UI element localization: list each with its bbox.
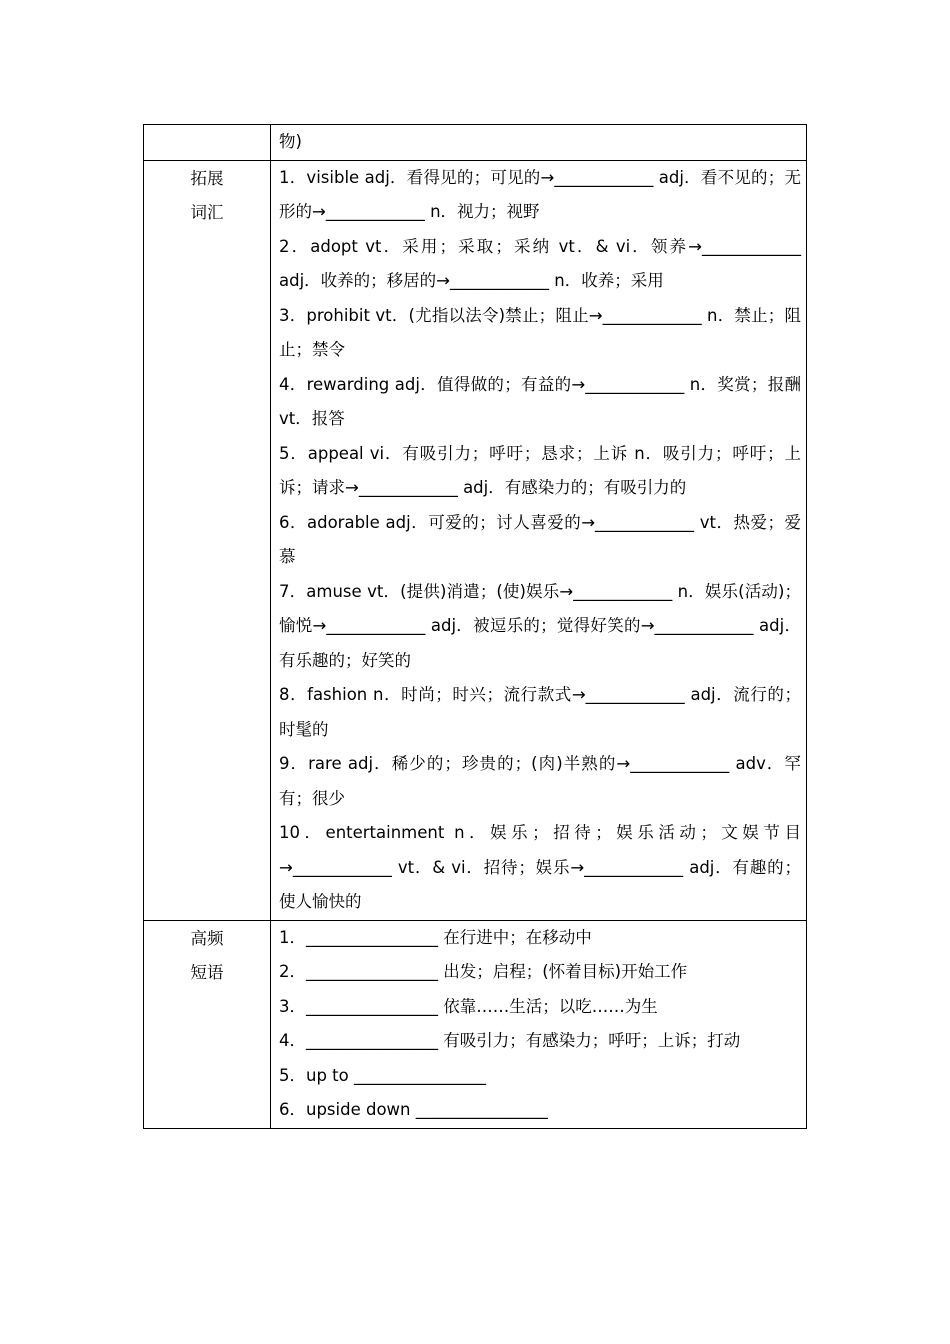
vocab-entry: 2．adopt vt．采用；采取；采纳 vt．& vi．领养→____________ adj．收养的；移居的→____________ n．收养；采用 bbox=[279, 236, 801, 290]
phrase-entry: 4．________________ 有吸引力；有感染力；呼吁；上诉；打动 bbox=[279, 1031, 741, 1050]
vocabulary-table bbox=[143, 124, 807, 1129]
phrases-label-line2: 短语 bbox=[190, 963, 224, 982]
continuation-row bbox=[144, 125, 807, 161]
continuation-label bbox=[144, 125, 271, 161]
vocab-entry: 8．fashion n．时尚；时兴；流行款式→____________ adj．流行的；时髦的 bbox=[279, 685, 801, 739]
continuation-cell bbox=[271, 125, 807, 161]
extended-vocab-label-line1: 拓展 bbox=[190, 168, 224, 188]
vocab-entry: 3．prohibit vt．(尤指以法令)禁止；阻止→____________ n．禁止；阻止；禁令 bbox=[279, 305, 801, 359]
phrases-cell bbox=[271, 920, 807, 1128]
vocab-entry: 10．entertainment n．娱乐；招待；娱乐活动；文娱节目→____________ vt．& vi．招待；娱乐→____________ adj．有趣的；使人愉快的 bbox=[279, 823, 801, 911]
vocab-entry: 6．adorable adj．可爱的；讨人喜爱的→____________ vt．热爱；爱慕 bbox=[279, 512, 801, 566]
vocab-entry: 9．rare adj．稀少的；珍贵的；(肉)半熟的→____________ adv．罕有；很少 bbox=[279, 754, 801, 808]
phrase-entry: 2．________________ 出发；启程；(怀着目标)开始工作 bbox=[279, 962, 688, 981]
extended-vocab-label bbox=[144, 160, 271, 920]
vocab-entry: 7．amuse vt．(提供)消遣；(使)娱乐→____________ n．娱乐(活动)；愉悦→____________ adj．被逗乐的；觉得好笑的→____________ adj．有乐趣的；好笑的 bbox=[279, 581, 801, 670]
vocab-entry: 5．appeal vi．有吸引力；呼吁；恳求；上诉 n．吸引力；呼吁；上诉；请求→____________ adj．有感染力的；有吸引力的 bbox=[279, 443, 801, 497]
phrases-label bbox=[144, 920, 271, 1128]
extended-vocab-row bbox=[144, 160, 807, 920]
vocab-entry: 4．rewarding adj．值得做的；有益的→____________ n．奖赏；报酬 vt．报答 bbox=[279, 374, 801, 428]
extended-vocab-label-line2: 词汇 bbox=[190, 203, 224, 222]
phrases-row bbox=[144, 920, 807, 1128]
continuation-text: 物) bbox=[279, 132, 302, 151]
phrase-entry: 3．________________ 依靠……生活；以吃……为生 bbox=[279, 996, 658, 1016]
vocab-entry: 1．visible adj．看得见的；可见的→____________ adj．看不见的；无形的→____________ n．视力；视野 bbox=[279, 167, 801, 221]
phrase-entry: 6．upside down ________________ bbox=[279, 1100, 548, 1119]
phrase-entry: 5．up to ________________ bbox=[279, 1065, 486, 1085]
extended-vocab-cell bbox=[271, 160, 807, 920]
phrases-label-line1: 高频 bbox=[190, 928, 224, 948]
phrase-entry: 1．________________ 在行进中；在移动中 bbox=[279, 927, 592, 947]
